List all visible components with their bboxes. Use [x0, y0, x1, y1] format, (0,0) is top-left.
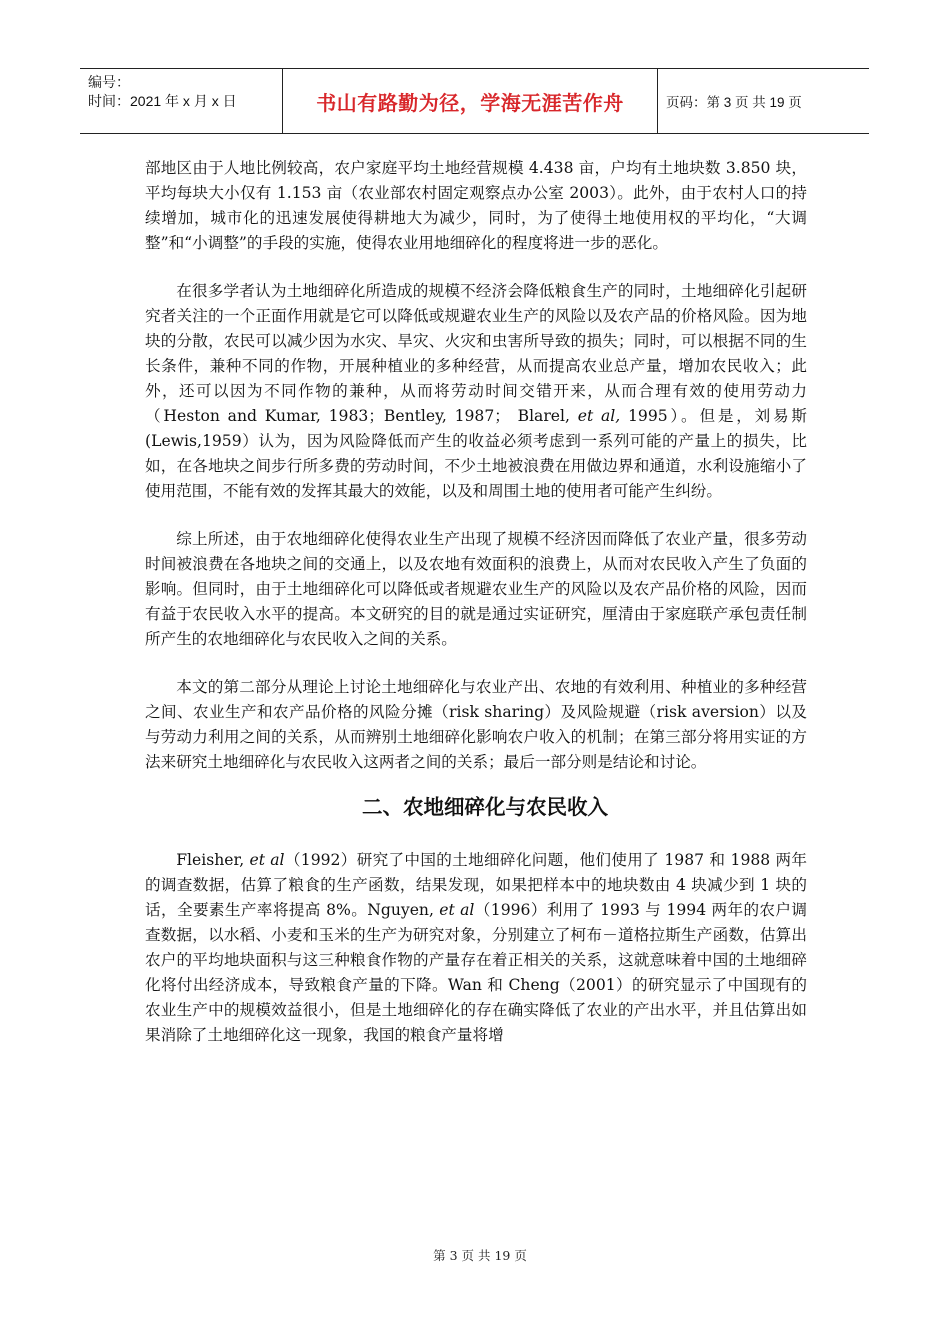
header-page-info: 页码：第 3 页 共 19 页: [666, 95, 802, 110]
header-meta: [80, 69, 283, 133]
paragraph-5-text-b: （1992）研究了中国的土地细碎化问题，他们使用了 1987 和 1988 两年的调查数据，估算了粮食的生产函数，结果发现，如果把样本中的地块数由 4 块减少到 1 块的话，全要素生产率将提高 8%。Nguyen,: [145, 851, 807, 919]
header-number-label: 编号：: [88, 74, 130, 90]
page-header: [80, 68, 869, 134]
paragraph-4: 本文的第二部分从理论上讨论土地细碎化与农业产出、农地的有效利用、种植业的多种经营之间、农业生产和农产品价格的风险分摊（risk sharing）及风险规避（risk aversion）以及与劳动力利用之间的关系，从而辨别土地细碎化影响农户收入的机制；在第三部分将用实证的方法来研究土地细碎化与农民收入这两者之间的关系；最后一部分则是结论和讨论。: [145, 678, 807, 771]
paragraph-5: [145, 848, 807, 1048]
paragraph-5-italic-2: et al: [439, 901, 475, 919]
paragraph-5-text-c: （1996）利用了 1993 与 1994 两年的农户调查数据，以水稻、小麦和玉米的生产为研究对象，分别建立了柯布－道格拉斯生产函数，估算出农户的平均地块面积与这三种粮食作物的产量存在着正相关的关系，这就意味着中国的土地细碎化将付出经济成本，导致粮食产量的下降。Wan 和 Cheng（2001）的研究显示了中国现有的农业生产中的规模效益很小，但是土地细碎化的存在确实降低了农业的产出水平，并且估算出如果消除了土地细碎化这一现象，我国的粮食产量将增: [145, 901, 807, 1044]
paragraph-1: 部地区由于人地比例较高，农户家庭平均土地经营规模 4.438 亩，户均有土地块数 3.850 块，平均每块大小仅有 1.153 亩（农业部农村固定观察点办公室 2003）。此外，由于农村人口的持续增加，城市化的迅速发展使得耕地大为减少，同时，为了使得土地使用权的平均化，“大调整”和“小调整”的手段的实施，使得农业用地细碎化的程度将进一步的恶化。: [145, 159, 807, 252]
paragraph-3: 综上所述，由于农地细碎化使得农业生产出现了规模不经济因而降低了农业产量，很多劳动时间被浪费在各地块之间的交通上，以及农地有效面积的浪费上，从而对农民收入产生了负面的影响。但同时，由于土地细碎化可以降低或者规避农业生产的风险以及农产品价格的风险，因而有益于农民收入水平的提高。本文研究的目的就是通过实证研究，厘清由于家庭联产承包责任制所产生的农地细碎化与农民收入之间的关系。: [145, 530, 807, 648]
paragraph-5-italic-1: et al: [249, 851, 285, 869]
paragraph-2-text-b: 1995）。但是，刘易斯(Lewis,1959）认为，因为风险降低而产生的收益必须考虑到一系列可能的产量上的损失，比如，在各地块之间步行所多费的劳动时间，不少土地被浪费在用做边界和通道，水利设施缩小了使用范围，不能有效的发挥其最大的效能，以及和周围土地的使用者可能产生纠纷。: [145, 407, 807, 500]
section-title: 二、农地细碎化与农民收入: [362, 795, 608, 819]
page-footer: 第 3 页 共 19 页: [433, 1248, 527, 1263]
header-motto: 书山有路勤为径，学海无涯苦作舟: [283, 69, 658, 133]
paragraph-2-italic: et al,: [577, 407, 621, 425]
paragraph-2-text-a: 在很多学者认为土地细碎化所造成的规模不经济会降低粮食生产的同时，土地细碎化引起研究者关注的一个正面作用就是它可以降低或规避农业生产的风险以及农产品的价格风险。因为地块的分散，农民可以减少因为水灾、旱灾、火灾和虫害所导致的损失；同时，可以根据不同的生长条件，兼种不同的作物，开展种植业的多种经营，从而提高农业总产量，增加农民收入；此外，还可以因为不同作物的兼种，从而将劳动时间交错开来，从而合理有效的使用劳动力（Heston and Kumar, 1983；Bentley, 1987； Blarel,: [145, 282, 807, 425]
paragraph-2: [145, 279, 807, 504]
paragraph-5-text-a: Fleisher,: [176, 851, 250, 869]
document-body: [145, 156, 807, 1048]
header-time-label: 时间：2021 年 x 月 x 日: [88, 93, 237, 109]
